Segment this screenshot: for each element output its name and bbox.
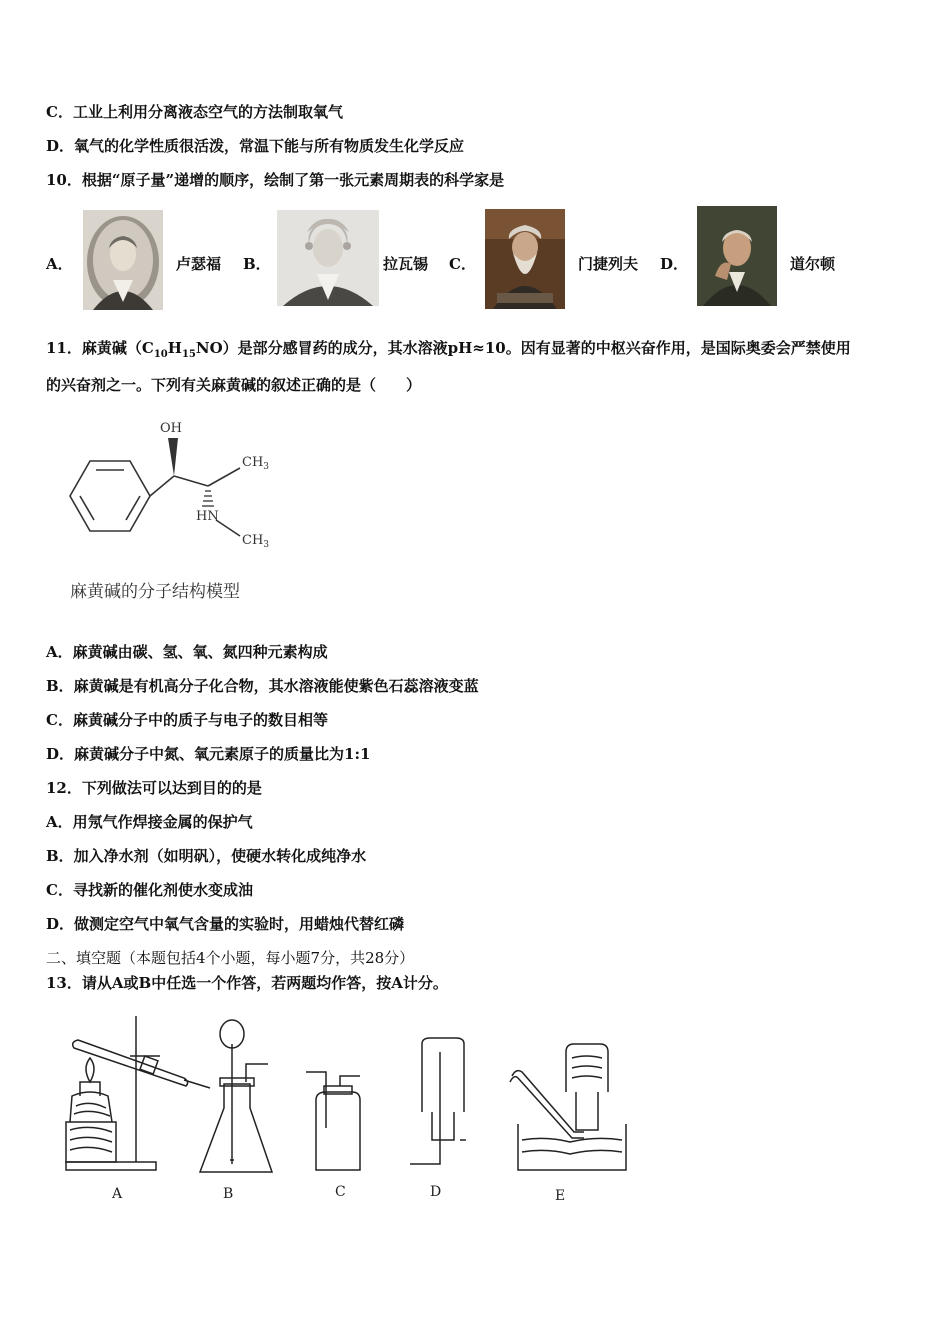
hn-label: HN — [196, 509, 219, 524]
q10-option-c-name: 门捷列夫 — [578, 255, 639, 273]
q12-option-b: B．加入净水剂（如明矾），使硬水转化成纯净水 — [46, 847, 367, 865]
ephedrine-structure-diagram — [50, 412, 290, 562]
q11-option-c: C．麻黄碱分子中的质子与电子的数目相等 — [46, 711, 328, 729]
q12-stem: 12．下列做法可以达到目的的是 — [46, 779, 262, 797]
q9-option-c: C．工业上利用分离液态空气的方法制取氧气 — [46, 103, 343, 121]
q12-option-c: C．寻找新的催化剂使水变成油 — [46, 881, 253, 899]
ch3-top-label: $CH_3$ — [242, 455, 270, 472]
apparatus-label-a: A — [112, 1186, 123, 1202]
portrait-dalton-image — [697, 206, 777, 306]
q10-option-a-letter: A． — [46, 255, 73, 273]
apparatus-label-e: E — [555, 1188, 566, 1204]
q10-stem: 10．根据“原子量”递增的顺序，绘制了第一张元素周期表的科学家是 — [46, 171, 505, 189]
q11-stem-line2: 的兴奋剂之一。下列有关麻黄碱的叙述正确的是（ ） — [46, 376, 422, 394]
portrait-lavoisier-image — [277, 210, 379, 306]
q10-option-d-letter: D． — [660, 255, 689, 273]
q10-option-d-name: 道尔顿 — [790, 255, 836, 273]
q11-option-d: D．麻黄碱分子中氮、氧元素原子的质量比为1:1 — [46, 745, 371, 763]
ch3-bottom-label: $CH_3$ — [242, 533, 270, 550]
q11-option-b: B．麻黄碱是有机高分子化合物，其水溶液能使紫色石蕊溶液变蓝 — [46, 677, 479, 695]
q12-option-a: A．用氖气作焊接金属的保护气 — [46, 813, 253, 831]
apparatus-label-d: D — [430, 1184, 442, 1200]
q9-option-d: D．氧气的化学性质很活泼，常温下能与所有物质发生化学反应 — [46, 137, 465, 155]
q10-option-b-letter: B． — [243, 255, 271, 273]
q11-stem-line1: 11．麻黄碱$(C_{10}H_{15}NO)$是部分感冒药的成分，其水溶液pH≈10。因有显著的中枢兴奋作用，是国际奥委会严禁使用 — [46, 339, 851, 360]
section-heading: 二、填空题（本题包括4个小题，每小题7分，共28分） — [46, 949, 415, 967]
portrait-rutherford-image — [83, 210, 163, 310]
q11-option-a: A．麻黄碱由碳、氢、氧、氮四种元素构成 — [46, 643, 328, 661]
q13-stem: 13．请从A或B中任选一个作答，若两题均作答，按A计分。 — [46, 974, 448, 992]
q12-option-d: D．做测定空气中氧气含量的实验时，用蜡烛代替红磷 — [46, 915, 405, 933]
apparatus-label-c: C — [335, 1184, 346, 1200]
apparatus-label-b: B — [223, 1186, 234, 1202]
lab-apparatus-diagram — [60, 1012, 640, 1184]
q10-option-a-name: 卢瑟福 — [176, 255, 222, 273]
q10-option-b-name-text: 拉瓦锡 — [383, 255, 429, 273]
structure-caption: 麻黄碱的分子结构模型 — [70, 582, 240, 602]
q10-option-c-letter: C． — [449, 255, 476, 273]
portrait-mendeleev-image — [485, 209, 565, 309]
oh-label: OH — [160, 421, 182, 436]
